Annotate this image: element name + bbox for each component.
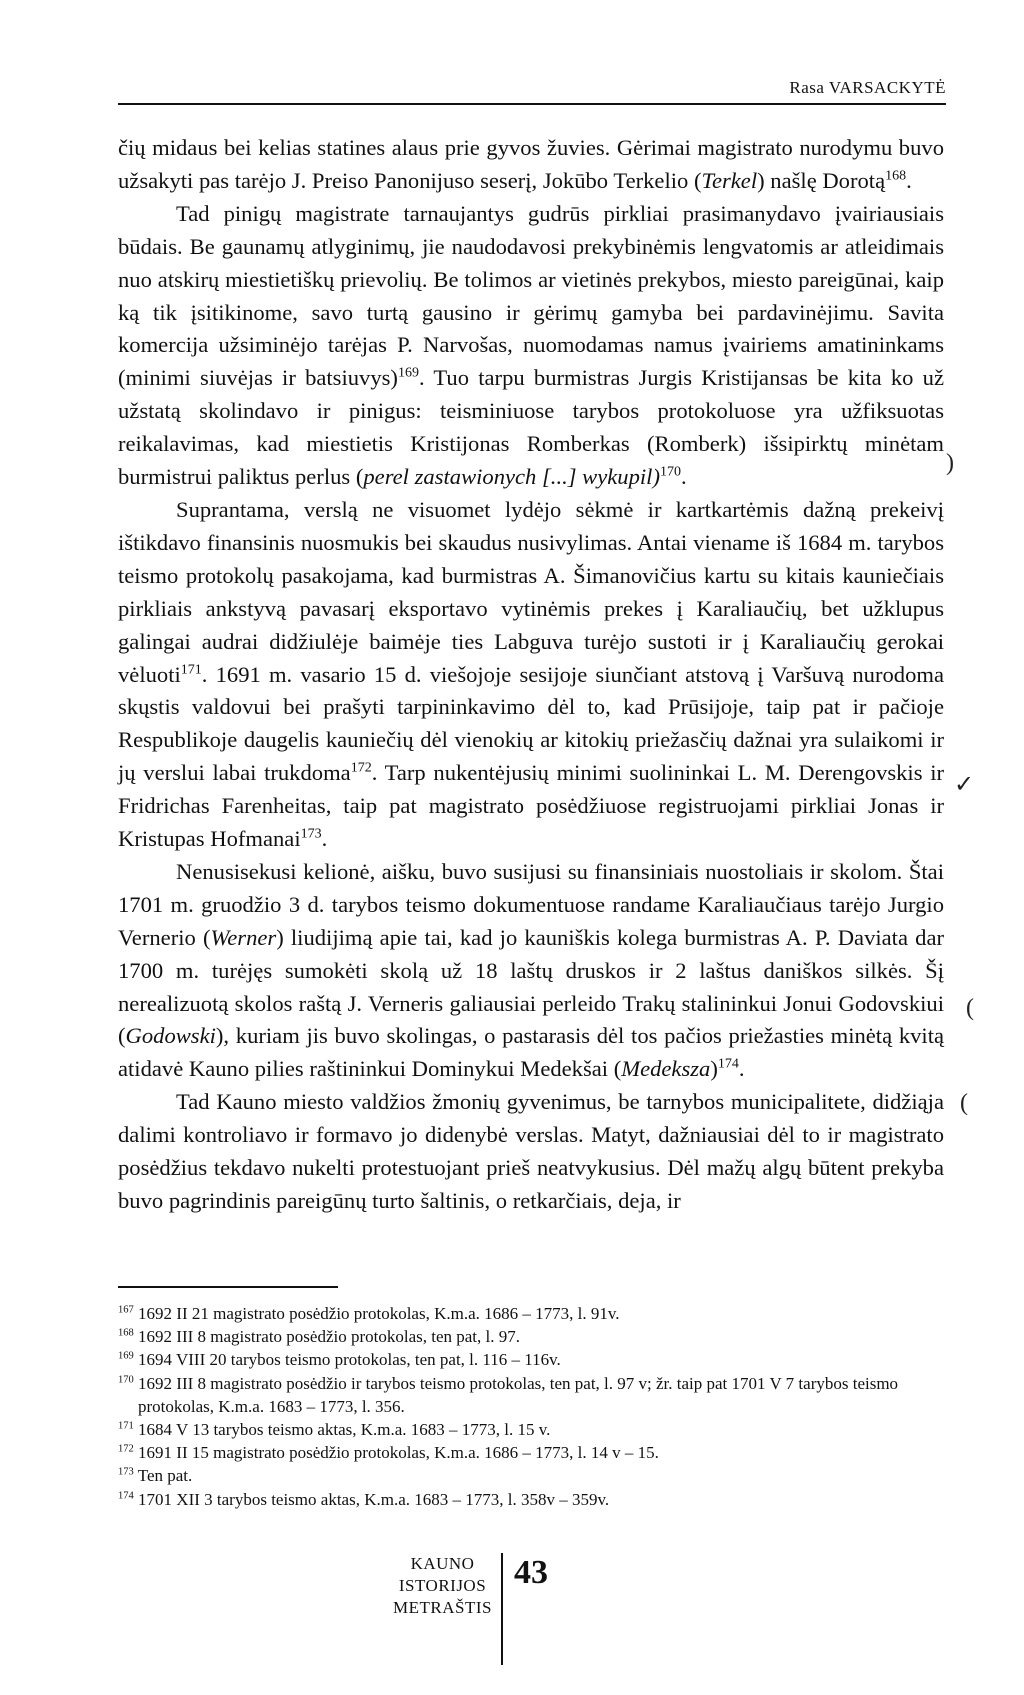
footnote: $^{171}$ 1684 V 13 tarybos teismo aktas, K.m.a. 1683 – 1773, l. 15 v. — [118, 1420, 551, 1440]
footnote-ref: 172 — [350, 760, 372, 776]
running-header-author: Rasa VARSACKYTĖ — [789, 78, 946, 97]
body-text — [118, 132, 944, 1218]
journal-title: KAUNO ISTORIJOS METRAŠTIS — [393, 1554, 492, 1617]
footnote-ref: 173 — [300, 826, 322, 842]
margin-bracket-mark: ) — [946, 450, 954, 476]
page-footer — [380, 1553, 610, 1665]
paragraph-2: Tad pinigų magistrate tarnaujantys gudrūs pirkliai prasimanydavo įvairiausiais būdais. Be gaunamų atlyginimų, jie naudodavosi prekybinėmis lengvatomis ar atleidimais nuo atskirų miestietiškų prievolių. Be tolimos ar vietinės prekybos, miesto pareigūnai, kaip ką tik įsitikinome, savo turtą gausino ir gėrimų gamyba bei pardavinėjimu. Savita komercija užsiminėjo tarėjas P. Narvošas, nuomodamas namus įvairiems amatininkams (minimi siuvėjas ir batsiuvys)$^{169}$. Tuo tarpu burmistras Jurgis Kristijansas be kita ko už užstatą skolindavo ir pinigus: teisminiuose tarybos protokoluose yra užfiksuotas reikalavimas, kad miestietis Kristijonas Romberkas (Romberk) išsipirktų minėtam burmistrui paliktus perlus (perel zastawionych [...] wykupil)$^{170}$. — [118, 200, 945, 490]
footnote: $^{169}$ 1694 VIII 20 tarybos teismo protokolas, ten pat, l. 116 – 116v. — [118, 1350, 561, 1370]
footnote-ref: 171 — [180, 661, 202, 677]
footnote-ref: 170 — [659, 464, 681, 480]
footer-divider — [501, 1553, 503, 1665]
footnote: $^{170}$ 1692 III 8 magistrato posėdžio ir tarybos teismo protokolas, ten pat, l. 97 v; žr. taip pat 1701 V 7 tarybos teismo protokolas, K.m.a. 1683 – 1773, l. 356. — [118, 1373, 899, 1416]
margin-bracket-mark: ( — [960, 1090, 968, 1116]
footnote-ref: 174 — [717, 1056, 739, 1072]
footnote: $^{172}$ 1691 II 15 magistrato posėdžio protokolas, K.m.a. 1686 – 1773, l. 14 v – 15. — [118, 1443, 659, 1463]
page-number: 43 — [514, 1554, 548, 1591]
footnote-ref: 168 — [885, 168, 907, 184]
footnote: $^{167}$ 1692 II 21 magistrato posėdžio protokolas, K.m.a. 1686 – 1773, l. 91v. — [118, 1304, 620, 1323]
footnotes — [118, 1302, 944, 1511]
paragraph-5: Tad Kauno miesto valdžios žmonių gyvenimus, be tarnybos municipalitete, didžiąja dalimi kontroliavo ir formavo jo didenybė verslas. Matyt, dažniausiai dėl to ir magistrato posėdžius tekdavo nukelti protestuojant prieš neatvykusius. Dėl mažų algų būtent prekyba buvo pagrindinis pareigūnų turto šaltinis, o retkarčiais, deja, ir — [118, 1089, 944, 1213]
paragraph-4: Nenusisekusi kelionė, aišku, buvo susijusi su finansiniais nuostoliais ir skolom. Štai 1701 m. gruodžio 3 d. tarybos teismo dokumentuose randame Karaliaučiaus tarėjo Jurgio Vernerio (Werner) liudijimą apie tai, kad jo kauniškis kolega burmistras A. P. Daviata dar 1700 m. turėjęs sumokėti skolą už 18 laštų druskos ir 2 laštus daniškos silkės. Šį nerealizuotą skolos raštą J. Verneris galiausiai perleido Trakų stalininkui Jonui Godovskiui (Godowski), kuriam jis buvo skolingas, o pastarasis dėl tos pačios priežasties minėtą kvitą atidavė Kauno pilies raštininkui Dominykui Medekšai (Medeksza)$^{174}$. — [118, 858, 944, 1082]
footnote-ref: 169 — [397, 365, 419, 381]
footnote: $^{173}$ Ten pat. — [118, 1466, 193, 1486]
header-rule — [118, 103, 946, 105]
paragraph-3: Suprantama, verslą ne visuomet lydėjo sėkmė ir kartkartėmis dažną prekeivį ištikdavo finansinis nuosmukis bei skaudus nusivylimas. Antai viename iš 1684 m. tarybos teismo protokolų pasakojama, kad burmistras A. Šimanovičius kartu su kitais kauniečiais pirkliais ankstyvą pavasarį eksportavo vytinėmis prekes į Karaliaučių, bet užklupus galingai audrai didžiulėje baimėje ties Labguva turėjo sustoti ir į Karaliaučių gerokai vėluoti$^{171}$. 1691 m. vasario 15 d. viešojoje sesijoje siunčiant atstovą į Varšuvą nurodoma skųstis valdovui bei prašyti tarpininkavimo dėl to, kad Prūsijoje, taip pat ir pačioje Respublikoje daugelis kauniečių dėl vienokių ar kitokių priežasčių dažnai yra sulaikomi ir jų verslui labai trukdoma$^{172}$. Tarp nukentėjusių minimi suolininkai L. M. Derengovskis ir Fridrichas Farenheitas, taip pat magistrato posėdžiuose registruojami pirkliai Jonas ir Kristupas Hofmanai$^{173}$. — [118, 496, 945, 852]
margin-check-mark: ✓ — [954, 772, 975, 798]
paragraph-1: čių midaus bei kelias statines alaus prie gyvos žuvies. Gėrimai magistrato nurodymu buvo užsakyti pas tarėjo J. Preiso Panonijuso seserį, Jokūbo Terkelio (Terkel) našlę Dorotą$^{168}$. — [118, 135, 944, 193]
footnote: $^{168}$ 1692 III 8 magistrato posėdžio protokolas, ten pat, l. 97. — [118, 1327, 520, 1347]
footnote: $^{174}$ 1701 XII 3 tarybos teismo aktas, K.m.a. 1683 – 1773, l. 358v – 359v. — [118, 1489, 610, 1509]
footnote-rule — [118, 1286, 338, 1288]
margin-bracket-mark: ( — [966, 995, 974, 1021]
